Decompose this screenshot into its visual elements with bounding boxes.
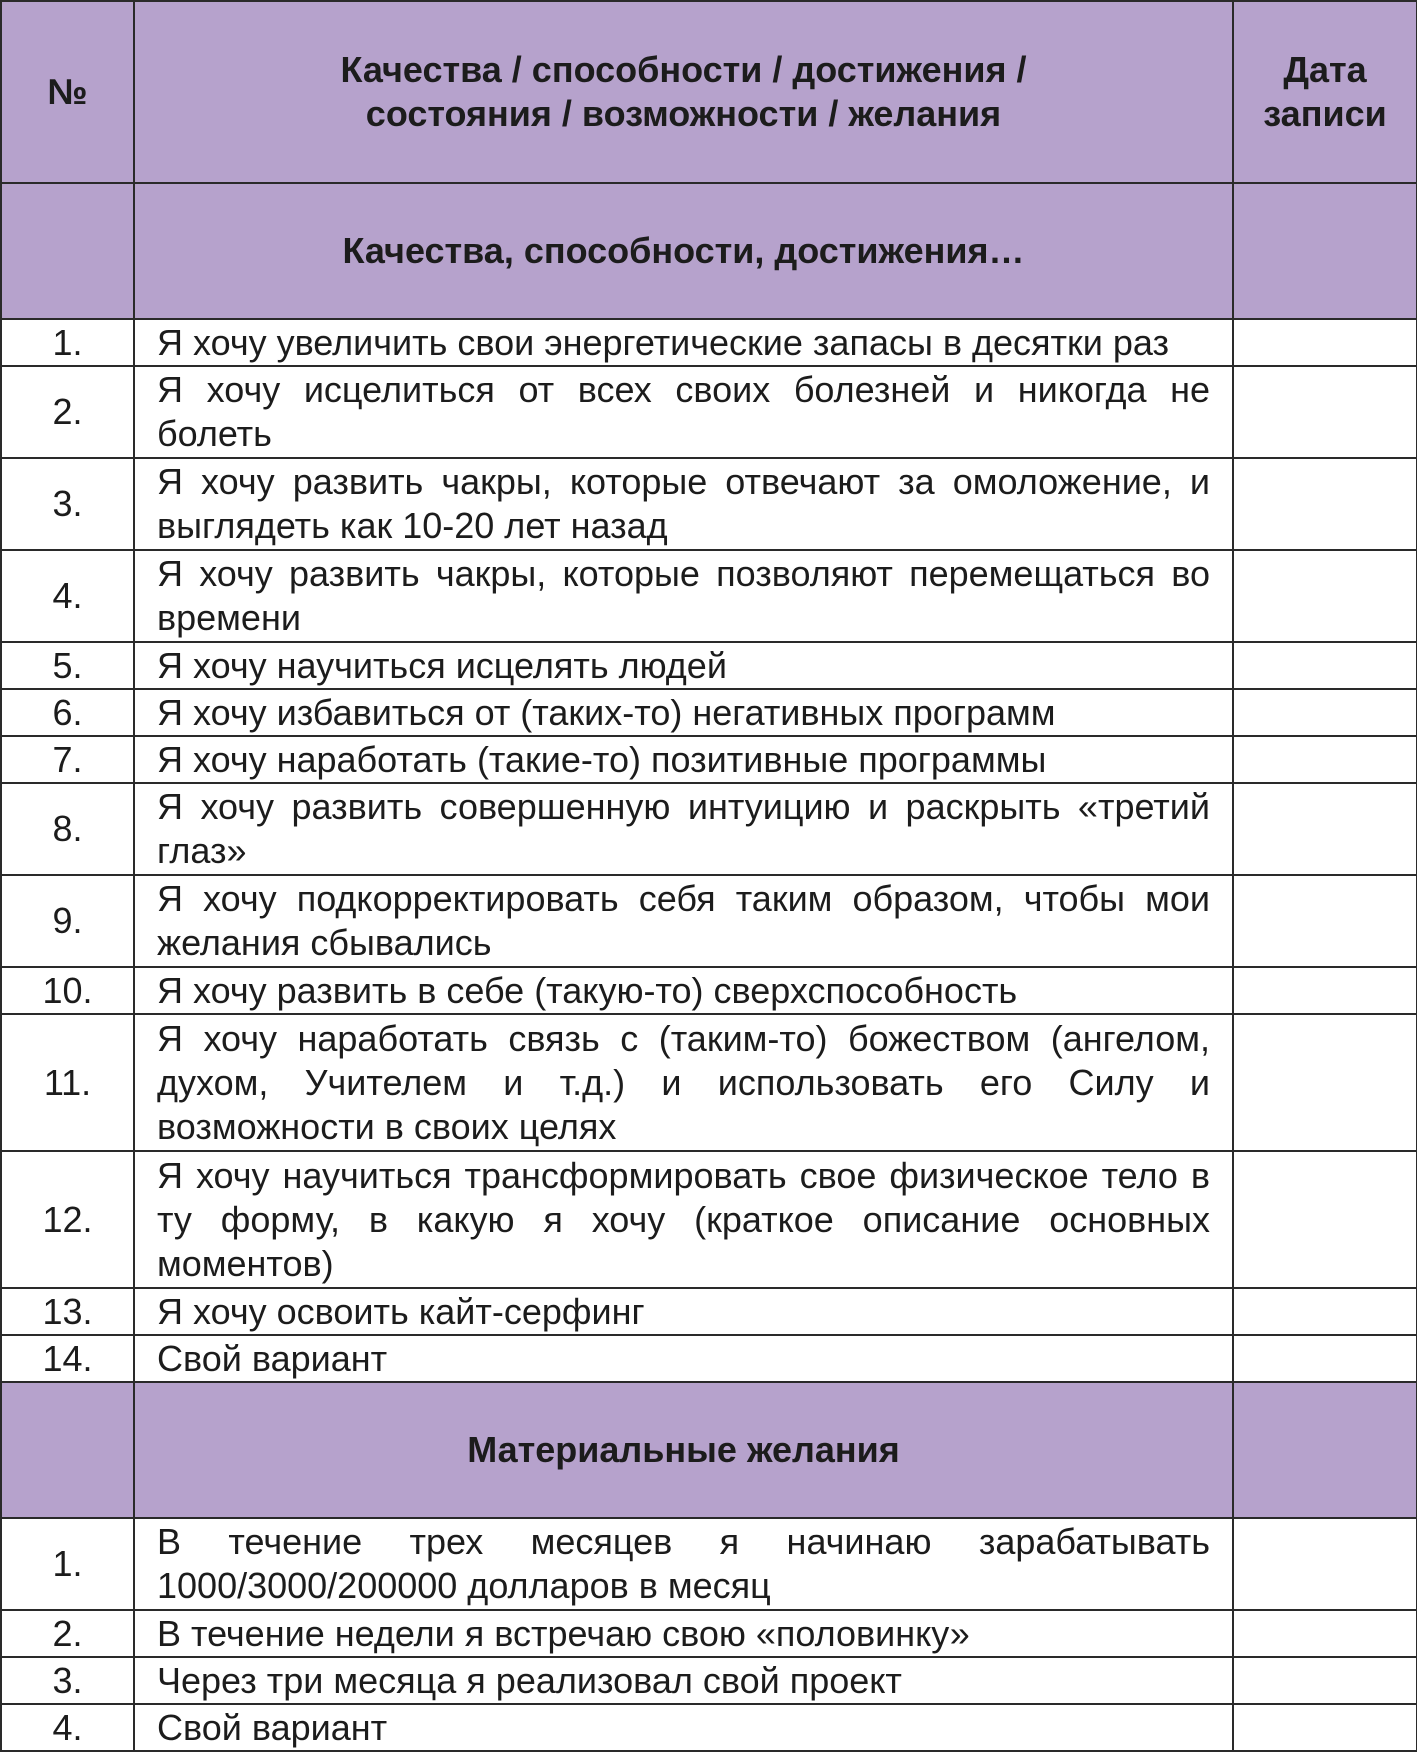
row-date — [1233, 783, 1417, 875]
table-row — [1, 319, 1417, 366]
table-row — [1, 458, 1417, 550]
table-row — [1, 550, 1417, 642]
row-number: 4. — [1, 550, 134, 642]
row-date — [1233, 967, 1417, 1014]
row-date — [1233, 689, 1417, 736]
row-text: Я хочу увеличить свои энергетические запасы в десятки раз — [134, 319, 1233, 366]
row-text: Я хочу избавиться от (таких-то) негативных программ — [134, 689, 1233, 736]
row-date — [1233, 1014, 1417, 1151]
section-1-date-cell — [1233, 183, 1417, 319]
header-date-line-2: записи — [1263, 93, 1387, 134]
row-text: Я хочу наработать (такие-то) позитивные программы — [134, 736, 1233, 783]
row-number: 9. — [1, 875, 134, 967]
row-date — [1233, 1288, 1417, 1335]
header-title-line-1: Качества / способности / достижения / — [340, 49, 1027, 90]
row-date — [1233, 1610, 1417, 1657]
row-number: 2. — [1, 1610, 134, 1657]
section-2-num-cell — [1, 1382, 134, 1518]
row-text: Я хочу развить чакры, которые отвечают за омоложение, и выглядеть как 10-20 лет назад — [134, 458, 1233, 550]
row-text: Я хочу развить совершенную интуицию и раскрыть «третий глаз» — [134, 783, 1233, 875]
header-date — [1233, 1, 1417, 183]
row-date — [1233, 1657, 1417, 1704]
row-date — [1233, 366, 1417, 458]
row-number: 13. — [1, 1288, 134, 1335]
table-row — [1, 1151, 1417, 1288]
section-2-header-row — [1, 1382, 1417, 1518]
row-date — [1233, 550, 1417, 642]
table-row — [1, 689, 1417, 736]
table-row — [1, 1704, 1417, 1751]
row-date — [1233, 642, 1417, 689]
row-number: 1. — [1, 1518, 134, 1610]
table-row — [1, 1610, 1417, 1657]
row-number: 14. — [1, 1335, 134, 1382]
row-text: В течение недели я встречаю свою «половинку» — [134, 1610, 1233, 1657]
row-text: Я хочу научиться исцелять людей — [134, 642, 1233, 689]
header-title — [134, 1, 1233, 183]
header-date-line-1: Дата — [1283, 49, 1367, 90]
section-1-header-row — [1, 183, 1417, 319]
table-row — [1, 1014, 1417, 1151]
row-text: Свой вариант — [134, 1335, 1233, 1382]
row-text: Свой вариант — [134, 1704, 1233, 1751]
table-row — [1, 783, 1417, 875]
row-date — [1233, 875, 1417, 967]
section-1-num-cell — [1, 183, 134, 319]
table-row — [1, 736, 1417, 783]
row-number: 2. — [1, 366, 134, 458]
header-number — [1, 1, 134, 183]
row-text: Я хочу развить чакры, которые позволяют перемещаться во времени — [134, 550, 1233, 642]
row-number: 3. — [1, 1657, 134, 1704]
table-row — [1, 1657, 1417, 1704]
row-date — [1233, 1335, 1417, 1382]
section-2-date-cell — [1233, 1382, 1417, 1518]
row-date — [1233, 1704, 1417, 1751]
row-number: 1. — [1, 319, 134, 366]
table-row — [1, 366, 1417, 458]
row-number: 11. — [1, 1014, 134, 1151]
row-text: Я хочу наработать связь с (таким-то) божеством (ангелом, духом, Учителем и т.д.) и использовать его Силу и возможности в своих целях — [134, 1014, 1233, 1151]
row-number: 3. — [1, 458, 134, 550]
table-row — [1, 1335, 1417, 1382]
row-number: 12. — [1, 1151, 134, 1288]
section-2-title: Материальные желания — [134, 1382, 1233, 1518]
table-row — [1, 642, 1417, 689]
row-number: 5. — [1, 642, 134, 689]
row-text: Я хочу исцелиться от всех своих болезней и никогда не болеть — [134, 366, 1233, 458]
header-number-label: № — [47, 71, 88, 112]
row-text: В течение трех месяцев я начинаю зарабатывать 1000/3000/200000 долларов в месяц — [134, 1518, 1233, 1610]
row-number: 7. — [1, 736, 134, 783]
table-row — [1, 1518, 1417, 1610]
row-text: Я хочу подкорректировать себя таким образом, чтобы мои желания сбывались — [134, 875, 1233, 967]
row-number: 10. — [1, 967, 134, 1014]
row-number: 8. — [1, 783, 134, 875]
table-header-row — [1, 1, 1417, 183]
row-date — [1233, 319, 1417, 366]
row-text: Я хочу научиться трансформировать свое физическое тело в ту форму, в какую я хочу (краткое описание основных моментов) — [134, 1151, 1233, 1288]
section-1-title: Качества, способности, достижения… — [134, 183, 1233, 319]
table-row — [1, 875, 1417, 967]
row-text: Я хочу развить в себе (такую-то) сверхспособность — [134, 967, 1233, 1014]
row-number: 6. — [1, 689, 134, 736]
row-date — [1233, 458, 1417, 550]
table-row — [1, 967, 1417, 1014]
row-date — [1233, 1151, 1417, 1288]
row-date — [1233, 1518, 1417, 1610]
table-row — [1, 1288, 1417, 1335]
row-number: 4. — [1, 1704, 134, 1751]
row-text: Я хочу освоить кайт-серфинг — [134, 1288, 1233, 1335]
row-text: Через три месяца я реализовал свой проект — [134, 1657, 1233, 1704]
row-date — [1233, 736, 1417, 783]
header-title-line-2: состояния / возможности / желания — [365, 93, 1002, 134]
